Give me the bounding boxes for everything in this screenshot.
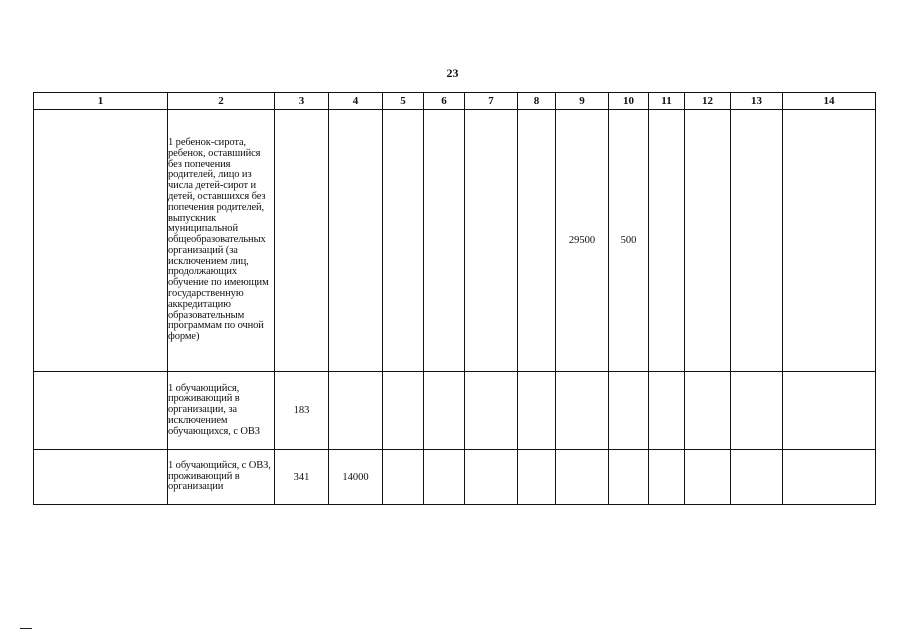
footer-dash-text [20,628,21,629]
cell-col-1 [34,110,168,372]
cell-col-10 [609,372,649,450]
col-header-5: 5 [383,93,424,110]
col-header-1: 1 [34,93,168,110]
cell-col-8 [518,450,556,505]
col-header-8: 8 [518,93,556,110]
cell-col-5 [383,110,424,372]
cell-col-12 [685,372,731,450]
cell-col-13 [731,110,783,372]
cell-description: 1 обучающийся, с ОВЗ, проживающий в организации [168,450,275,505]
cell-col-12 [685,110,731,372]
col-header-6: 6 [424,93,465,110]
cell-col-12 [685,450,731,505]
cell-col-3: 341 [275,450,329,505]
table-row [34,110,876,372]
col-header-11: 11 [649,93,685,110]
cell-col-7 [465,372,518,450]
cell-col-11 [649,110,685,372]
cell-col-13 [731,450,783,505]
col-header-2: 2 [168,93,275,110]
cell-col-6 [424,450,465,505]
cell-col-9 [556,372,609,450]
table-row [34,372,876,450]
cell-col-11 [649,450,685,505]
col-header-9: 9 [556,93,609,110]
cell-col-8 [518,372,556,450]
cell-col-6 [424,110,465,372]
cell-col-8 [518,110,556,372]
cell-col-9 [556,450,609,505]
col-header-3: 3 [275,93,329,110]
cell-col-13 [731,372,783,450]
col-header-12: 12 [685,93,731,110]
cell-description: 1 обучающийся, проживающий в организации, за исключением обучающихся, с ОВЗ [168,372,275,450]
col-header-13: 13 [731,93,783,110]
data-table [33,92,876,505]
cell-col-11 [649,372,685,450]
col-header-7: 7 [465,93,518,110]
cell-col-7 [465,110,518,372]
cell-col-1 [34,450,168,505]
table-row [34,450,876,505]
cell-col-10 [609,450,649,505]
cell-col-7 [465,450,518,505]
footer-dash [20,628,32,629]
cell-col-14 [783,110,876,372]
cell-col-10: 500 [609,110,649,372]
col-header-4: 4 [329,93,383,110]
page-number: 23 [446,66,459,80]
cell-col-9: 29500 [556,110,609,372]
cell-col-14 [783,372,876,450]
cell-col-6 [424,372,465,450]
col-header-14: 14 [783,93,876,110]
cell-col-14 [783,450,876,505]
cell-col-3 [275,110,329,372]
cell-col-4 [329,110,383,372]
cell-col-5 [383,372,424,450]
cell-col-1 [34,372,168,450]
cell-col-5 [383,450,424,505]
header-row [34,93,876,110]
cell-col-4: 14000 [329,450,383,505]
cell-description: 1 ребенок-сирота, ребенок, оставшийся без попечения родителей, лицо из числа детей-сирот и детей, оставшихся без попечения родителей, выпускник муниципальной общеобразовательных организаций (за исключением лиц, продолжающих обучение по имеющим государственную аккредитацию образовательным программам по очной форме) [168,110,275,372]
cell-col-3: 183 [275,372,329,450]
col-header-10: 10 [609,93,649,110]
cell-col-4 [329,372,383,450]
